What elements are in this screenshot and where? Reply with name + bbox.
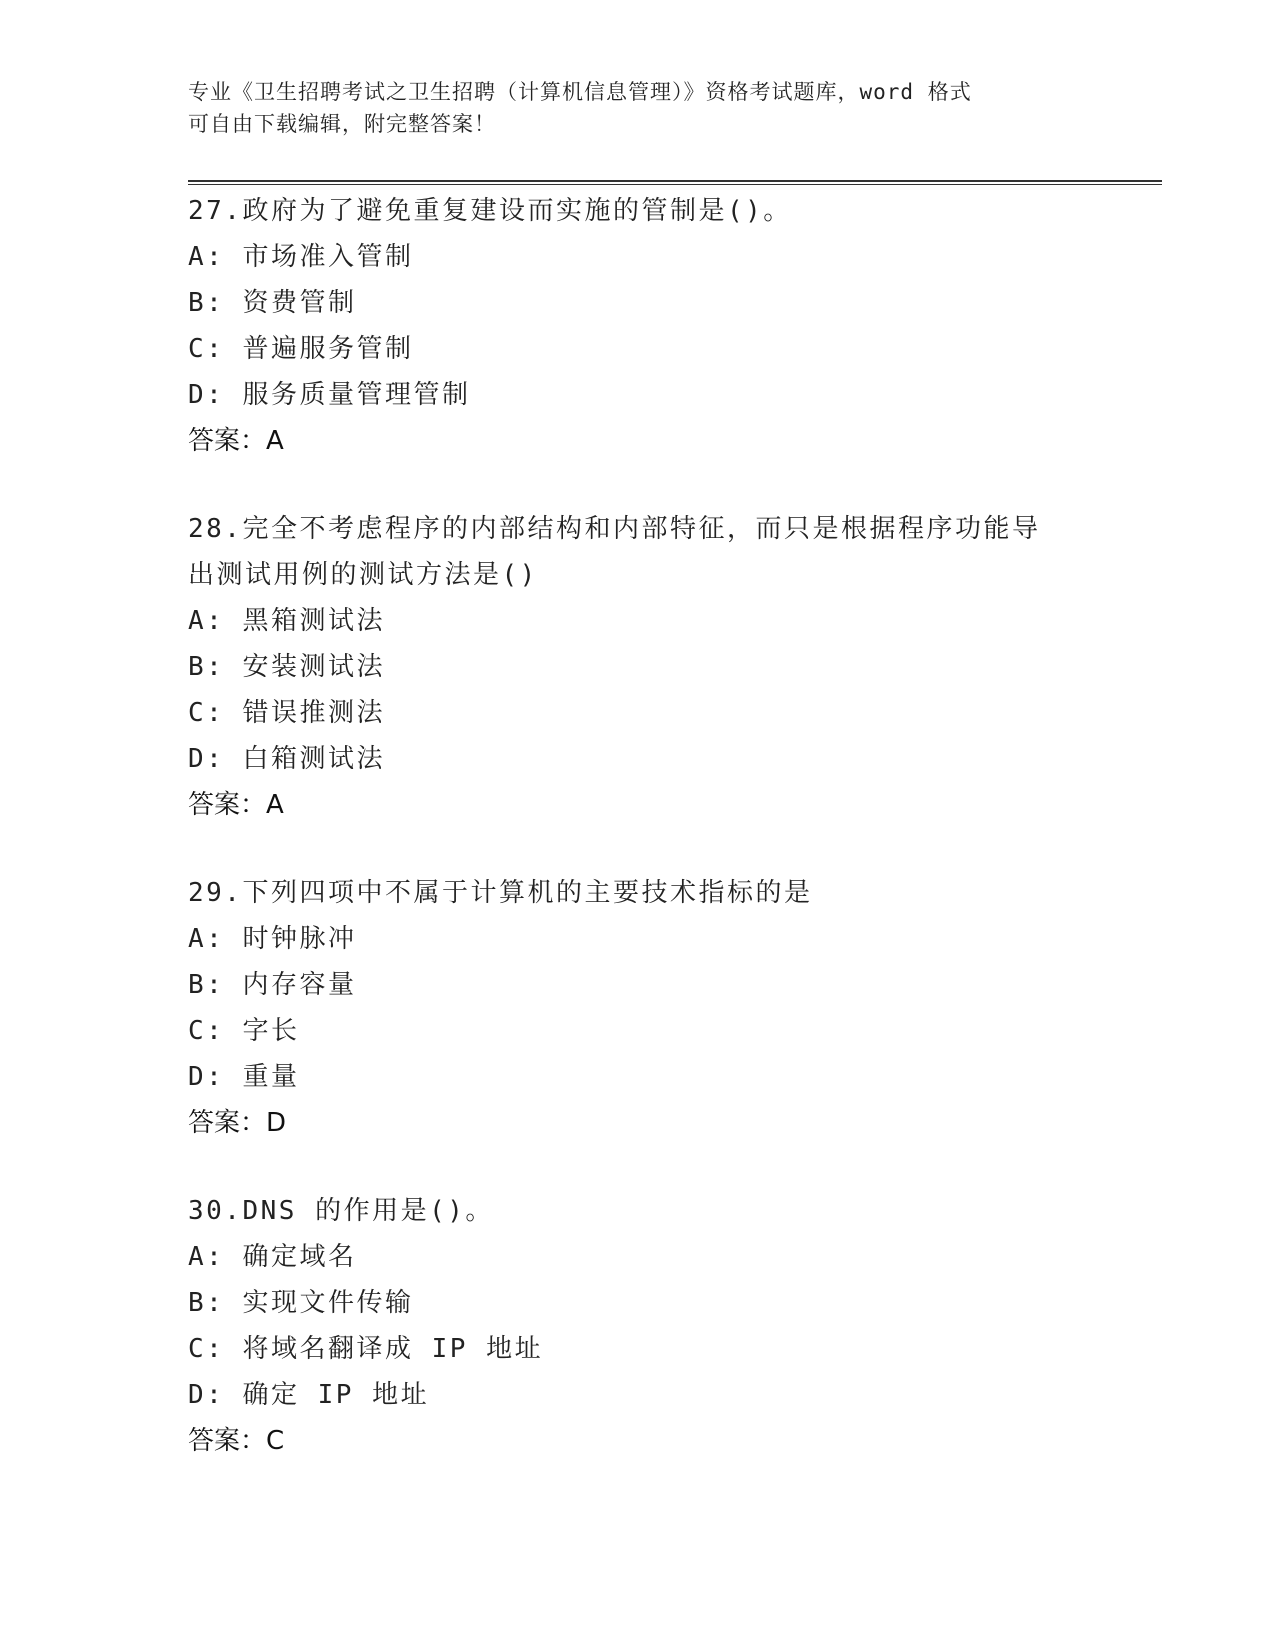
option-c: C: 将域名翻译成 IP 地址 [188,1334,544,1364]
option-b: B: 安装测试法 [188,652,385,682]
question-stem: 28.完全不考虑程序的内部结构和内部特征，而只是根据程序功能导出测试用例的测试方法是() [188,514,1041,590]
option-a: A: 黑箱测试法 [188,606,385,636]
answer: 答案：D [188,1108,287,1138]
option-c: C: 错误推测法 [188,698,385,728]
option-c: C: 普遍服务管制 [188,334,414,364]
question-stem: 29.下列四项中不属于计算机的主要技术指标的是 [188,878,813,908]
answer: 答案：A [188,790,284,820]
question-stem: 27.政府为了避免重复建设而实施的管制是()。 [188,196,792,226]
header-line-2: 可自由下载编辑，附完整答案！ [188,112,496,136]
question-28 [188,506,1088,828]
question-27 [188,188,1088,464]
option-b: B: 资费管制 [188,288,357,318]
option-d: D: 白箱测试法 [188,744,385,774]
option-d: D: 服务质量管理管制 [188,380,471,410]
question-30 [188,1188,1088,1464]
header-divider-thin [188,184,1162,185]
option-b: B: 实现文件传输 [188,1288,414,1318]
header-divider-thick [188,180,1162,182]
header-line-1: 专业《卫生招聘考试之卫生招聘（计算机信息管理）》资格考试题库，word 格式 [188,80,972,104]
question-stem: 30.DNS 的作用是()。 [188,1196,494,1226]
answer: 答案：A [188,426,284,456]
question-list [188,188,1088,1506]
option-a: A: 确定域名 [188,1242,357,1272]
option-b: B: 内存容量 [188,970,357,1000]
option-d: D: 重量 [188,1062,300,1092]
option-a: A: 时钟脉冲 [188,924,357,954]
option-a: A: 市场准入管制 [188,242,414,272]
question-29 [188,870,1088,1146]
option-c: C: 字长 [188,1016,300,1046]
option-d: D: 确定 IP 地址 [188,1380,430,1410]
document-header [188,76,1088,140]
answer: 答案：C [188,1426,285,1456]
